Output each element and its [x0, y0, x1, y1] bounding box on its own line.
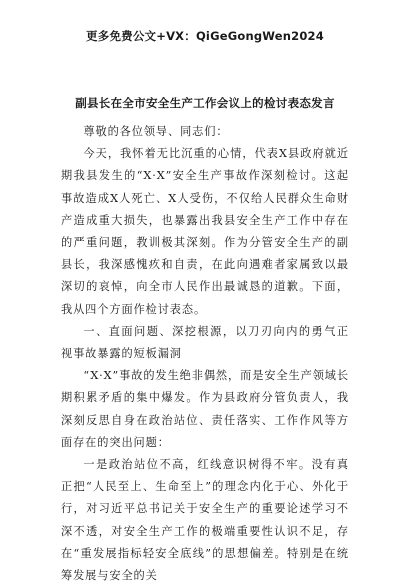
document-body [61, 121, 349, 587]
salutation: 尊敬的各位领导、同志们： [83, 125, 229, 138]
section-heading-1: 一、直面问题、深挖根源，以刀刃向内的勇气正视事故暴露的短板漏洞 [61, 324, 349, 361]
paragraph-reflection: “X·X”事故的发生绝非偶然，而是安全生产领域长期积累矛盾的集中爆发。作为县政府分管负责人，我深刻反思自身在政治站位、责任落实、工作作风等方面存在的突出问题： [61, 369, 349, 449]
header-note: 更多免费公文+VX：QiGeGongWen2024 [86, 29, 324, 43]
paragraph-intro: 今天，我怀着无比沉重的心情，代表X县政府就近期我县发生的“X·X”安全生产事故作深刻检讨。这起事故造成X人死亡、X人受伤，不仅给人民群众生命财产造成重大损失，也暴露出我县安全生产工作中存在的严重问题，教训极其深刻。作为分管安全生产的副县长，我深感愧疚和自责，在此向遇难者家属致以最深切的哀悼，向全市人民作出最诚恳的道歉。下面，我从四个方面作检讨表态。 [61, 147, 349, 316]
document-title: 副县长在全市安全生产工作会议上的检讨表态发言 [75, 96, 335, 110]
paragraph-point-1: 一是政治站位不高，红线意识树得不牢。没有真正把“人民至上、生命至上”的理念内化于心、外化于行，对习近平总书记关于安全生产的重要论述学习不深不透，对安全生产工作的极端重要性认识不足，存在“重发展指标轻安全底线”的思想偏差。特别是在统筹发展与安全的关 [61, 458, 349, 583]
